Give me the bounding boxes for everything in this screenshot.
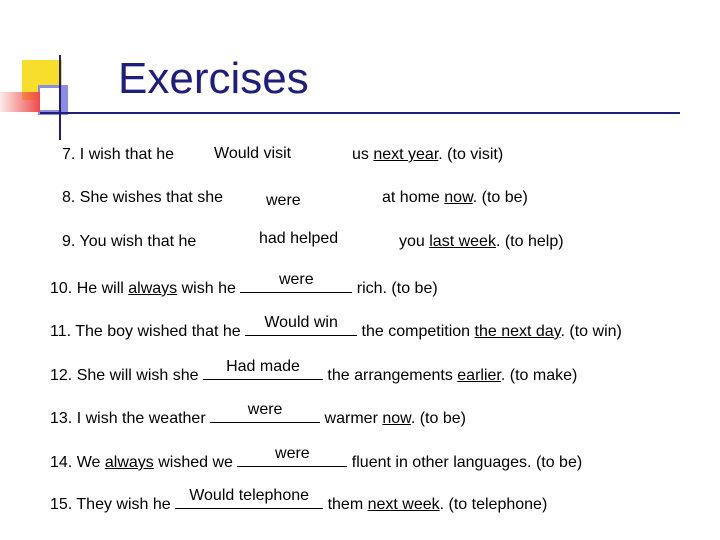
- answer-blank: [240, 271, 352, 293]
- answer-blank: [203, 358, 323, 380]
- exercise-text: You wish that he: [79, 233, 197, 250]
- answer-10: were: [278, 271, 314, 288]
- answer-12: Had made: [226, 358, 300, 375]
- exercise-10: [50, 271, 438, 297]
- exercise-7-rest: [352, 147, 503, 163]
- underlined-text: now: [444, 189, 473, 206]
- text-part: . (to win): [560, 323, 622, 340]
- exercise-14: [50, 445, 583, 471]
- answer-13: were: [247, 401, 283, 418]
- text-part: . (to help): [495, 233, 564, 250]
- underlined-text: next year: [373, 146, 439, 163]
- exercise-number: 10.: [50, 280, 73, 297]
- exercise-8-rest: [382, 190, 528, 206]
- text-part: rich. (to be): [352, 280, 438, 297]
- text-part: the competition: [357, 323, 475, 340]
- exercise-number: 14.: [50, 454, 73, 471]
- text-part: . (to visit): [438, 146, 504, 163]
- exercise-text: I wish that he: [79, 146, 175, 163]
- exercise-8: [62, 190, 223, 206]
- text-part: fluent in other languages. (to be): [347, 454, 583, 471]
- exercise-number: 7.: [62, 146, 76, 163]
- answer-7: Would visit: [214, 145, 292, 162]
- text-part: at home: [382, 189, 445, 206]
- answer-blank: [210, 401, 320, 423]
- answer-blank: [245, 314, 357, 336]
- page-title: Exercises: [118, 54, 309, 103]
- text-part: wish he: [177, 280, 241, 297]
- underlined-text: always: [104, 454, 154, 471]
- decorative-white-square: [40, 88, 60, 110]
- text-part: warmer: [320, 410, 383, 427]
- underlined-text: last week: [429, 233, 496, 250]
- exercise-12: [50, 358, 578, 384]
- answer-14: were: [275, 445, 310, 462]
- underlined-text: always: [128, 280, 178, 297]
- text-part: . (to telephone): [439, 496, 548, 513]
- text-part: . (to be): [472, 189, 528, 206]
- underlined-text: now: [382, 410, 411, 427]
- exercise-15: [50, 487, 548, 513]
- exercise-number: 11.: [50, 323, 72, 340]
- answer-blank: [237, 445, 347, 467]
- exercise-7: [62, 147, 174, 163]
- underlined-text: next week: [367, 496, 440, 513]
- exercise-number: 9.: [62, 233, 76, 250]
- text-part: He will: [76, 280, 129, 297]
- answer-9: had helped: [259, 230, 339, 247]
- answer-15: Would telephone: [189, 487, 310, 504]
- decorative-vertical-line: [59, 55, 61, 140]
- answer-8: were: [266, 192, 301, 209]
- underlined-text: the next day: [474, 323, 561, 340]
- text-part: us: [352, 146, 374, 163]
- decorative-red-bar: [0, 92, 40, 112]
- exercise-9: [62, 234, 196, 250]
- text-part: you: [399, 233, 430, 250]
- title-underline: [40, 112, 680, 114]
- exercise-text: She will wish she: [76, 367, 203, 384]
- exercise-number: 8.: [62, 189, 76, 206]
- text-part: We: [76, 454, 105, 471]
- text-part: . (to be): [410, 410, 466, 427]
- exercise-number: 15.: [50, 496, 73, 513]
- exercise-9-rest: [399, 234, 564, 250]
- text-part: . (to make): [500, 367, 578, 384]
- exercise-text: I wish the weather: [76, 410, 211, 427]
- text-part: wished we: [153, 454, 238, 471]
- exercise-13: [50, 401, 466, 427]
- answer-11: Would win: [264, 314, 338, 331]
- exercise-number: 13.: [50, 410, 73, 427]
- exercise-11: [50, 314, 622, 340]
- text-part: the arrangements: [322, 367, 458, 384]
- underlined-text: earlier: [457, 367, 501, 384]
- answer-blank: [175, 487, 323, 509]
- exercise-text: The boy wished that he: [75, 323, 246, 340]
- exercise-text: They wish he: [76, 496, 176, 513]
- exercise-text: She wishes that she: [79, 189, 223, 206]
- exercise-number: 12.: [50, 367, 73, 384]
- text-part: them: [323, 496, 368, 513]
